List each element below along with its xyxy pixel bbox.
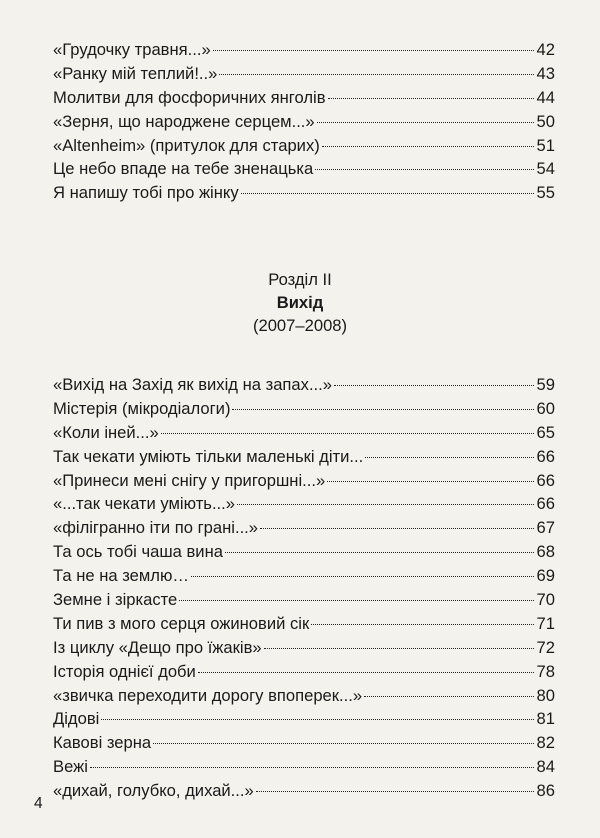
dot-leader: [241, 193, 534, 194]
toc-entry-page: 65: [536, 422, 555, 442]
toc-entry-title: «Грудочку травня...»: [53, 40, 211, 59]
toc-entry-title: Земне і зіркасте: [53, 590, 178, 610]
dot-leader: [317, 122, 534, 123]
toc-entry-title: «дихай, голубко, дихай...»: [53, 781, 254, 801]
toc-entry: [53, 684, 555, 708]
dot-leader: [327, 481, 533, 482]
toc-entry-page: 84: [536, 757, 555, 777]
toc-entry-page: 66: [536, 446, 555, 466]
toc-entry: [53, 38, 555, 62]
dot-leader: [322, 146, 534, 147]
toc-entry: [53, 612, 555, 636]
toc-entry: [53, 373, 555, 397]
toc-entry-title: «Вихід на Захід як вихід на запах...»: [53, 375, 332, 394]
toc-entry: [53, 62, 555, 86]
dot-leader: [213, 50, 534, 51]
toc-entry: [53, 516, 555, 540]
toc-entry-title: «Принеси мені снігу у пригоршні...»: [53, 470, 326, 490]
toc-entry-page: 78: [536, 661, 555, 681]
toc-entry: [53, 660, 555, 684]
toc-entry-page: 59: [536, 375, 555, 394]
toc-entry-page: 86: [536, 781, 555, 801]
toc-entry: [53, 540, 555, 564]
toc-entry-title: Історія однієї доби: [53, 661, 196, 681]
toc-entry-page: 42: [536, 40, 555, 59]
toc-entry: [53, 779, 555, 803]
toc-entry-page: 70: [536, 590, 555, 610]
dot-leader: [225, 552, 534, 553]
page-number: 4: [34, 795, 43, 812]
toc-entry: [53, 564, 555, 588]
dot-leader: [153, 743, 533, 744]
toc-entry: [53, 731, 555, 755]
toc-entry-title: «звичка переходити дорогу впоперек...»: [53, 685, 363, 705]
dot-leader: [101, 719, 533, 720]
section-title: Вихід: [276, 293, 324, 312]
section-header: [0, 268, 600, 337]
toc-entry: [53, 134, 555, 158]
dot-leader: [365, 457, 533, 458]
toc-entry-page: 55: [536, 183, 555, 203]
toc-entry-page: 66: [536, 494, 555, 514]
toc-entry-title: Вежі: [53, 757, 88, 777]
dot-leader: [198, 672, 534, 673]
dot-leader: [179, 600, 533, 601]
toc-entry-title: Я напишу тобі про жінку: [53, 183, 239, 203]
toc-entry-page: 66: [536, 470, 555, 490]
toc-entry: [53, 755, 555, 779]
dot-leader: [232, 409, 533, 410]
dot-leader: [260, 528, 534, 529]
toc-entry-title: «філігранно іти по грані...»: [53, 518, 259, 538]
toc-entry-page: 43: [536, 63, 555, 83]
toc-entry-title: Та ось тобі чаша вина: [53, 542, 223, 562]
dot-leader: [256, 791, 534, 792]
toc-entry-page: 51: [536, 135, 555, 155]
toc-entry-title: «Altenheim» (притулок для старих): [53, 135, 320, 155]
dot-leader: [315, 169, 533, 170]
toc-entry: [53, 707, 555, 731]
toc-entry: [53, 636, 555, 660]
toc-entry-title: Із циклу «Дещо про їжаків»: [53, 637, 262, 657]
dot-leader: [161, 433, 534, 434]
toc-entry-page: 54: [536, 159, 555, 179]
toc-entry-page: 71: [536, 613, 555, 633]
toc-entry-title: «Зерня, що народжене серцем...»: [53, 111, 315, 131]
toc-entry-title: Містерія (мікродіалоги): [53, 398, 231, 418]
section-label: Розділ II: [268, 270, 332, 289]
toc-entry-page: 44: [536, 87, 555, 107]
toc-entry: [53, 421, 555, 445]
toc-entry-title: Ти пив з мого серця ожиновий сік: [53, 613, 310, 633]
toc-entry-page: 69: [536, 566, 555, 586]
toc-entry-title: «Ранку мій теплий!..»: [53, 63, 218, 83]
toc-entry: [53, 157, 555, 181]
toc-entry: [53, 397, 555, 421]
toc-entry-title: Дідові: [53, 709, 100, 729]
toc-entry-title: «...так чекати уміють...»: [53, 494, 236, 514]
toc-entry-page: 72: [536, 637, 555, 657]
toc-entry: [53, 181, 555, 205]
dot-leader: [219, 74, 533, 75]
dot-leader: [237, 504, 534, 505]
dot-leader: [90, 767, 534, 768]
toc-entry-page: 60: [536, 398, 555, 418]
toc-entry-page: 67: [536, 518, 555, 538]
dot-leader: [364, 696, 533, 697]
toc-entry: [53, 445, 555, 469]
toc-entry: [53, 110, 555, 134]
toc-entry-page: 68: [536, 542, 555, 562]
dot-leader: [264, 648, 534, 649]
toc-section-1: [53, 38, 555, 205]
toc-entry-title: Це небо впаде на тебе зненацька: [53, 159, 314, 179]
toc-entry-page: 81: [536, 709, 555, 729]
toc-entry-page: 80: [536, 685, 555, 705]
toc-section-2: [53, 373, 555, 803]
toc-entry: [53, 492, 555, 516]
toc-entry: [53, 469, 555, 493]
toc-entry-title: Молитви для фосфоричних янголів: [53, 87, 326, 107]
section-years: (2007–2008): [252, 316, 348, 335]
dot-leader: [328, 98, 534, 99]
toc-entry-title: «Коли іней...»: [53, 422, 159, 442]
dot-leader: [311, 624, 533, 625]
toc-entry: [53, 588, 555, 612]
dot-leader: [334, 385, 534, 386]
toc-entry-page: 82: [536, 733, 555, 753]
toc-entry-title: Так чекати уміють тільки маленькі діти...: [53, 446, 364, 466]
dot-leader: [191, 576, 534, 577]
toc-entry-page: 50: [536, 111, 555, 131]
toc-entry-title: Кавові зерна: [53, 733, 152, 753]
toc-entry-title: Та не на землю…: [53, 566, 190, 586]
toc-entry: [53, 86, 555, 110]
